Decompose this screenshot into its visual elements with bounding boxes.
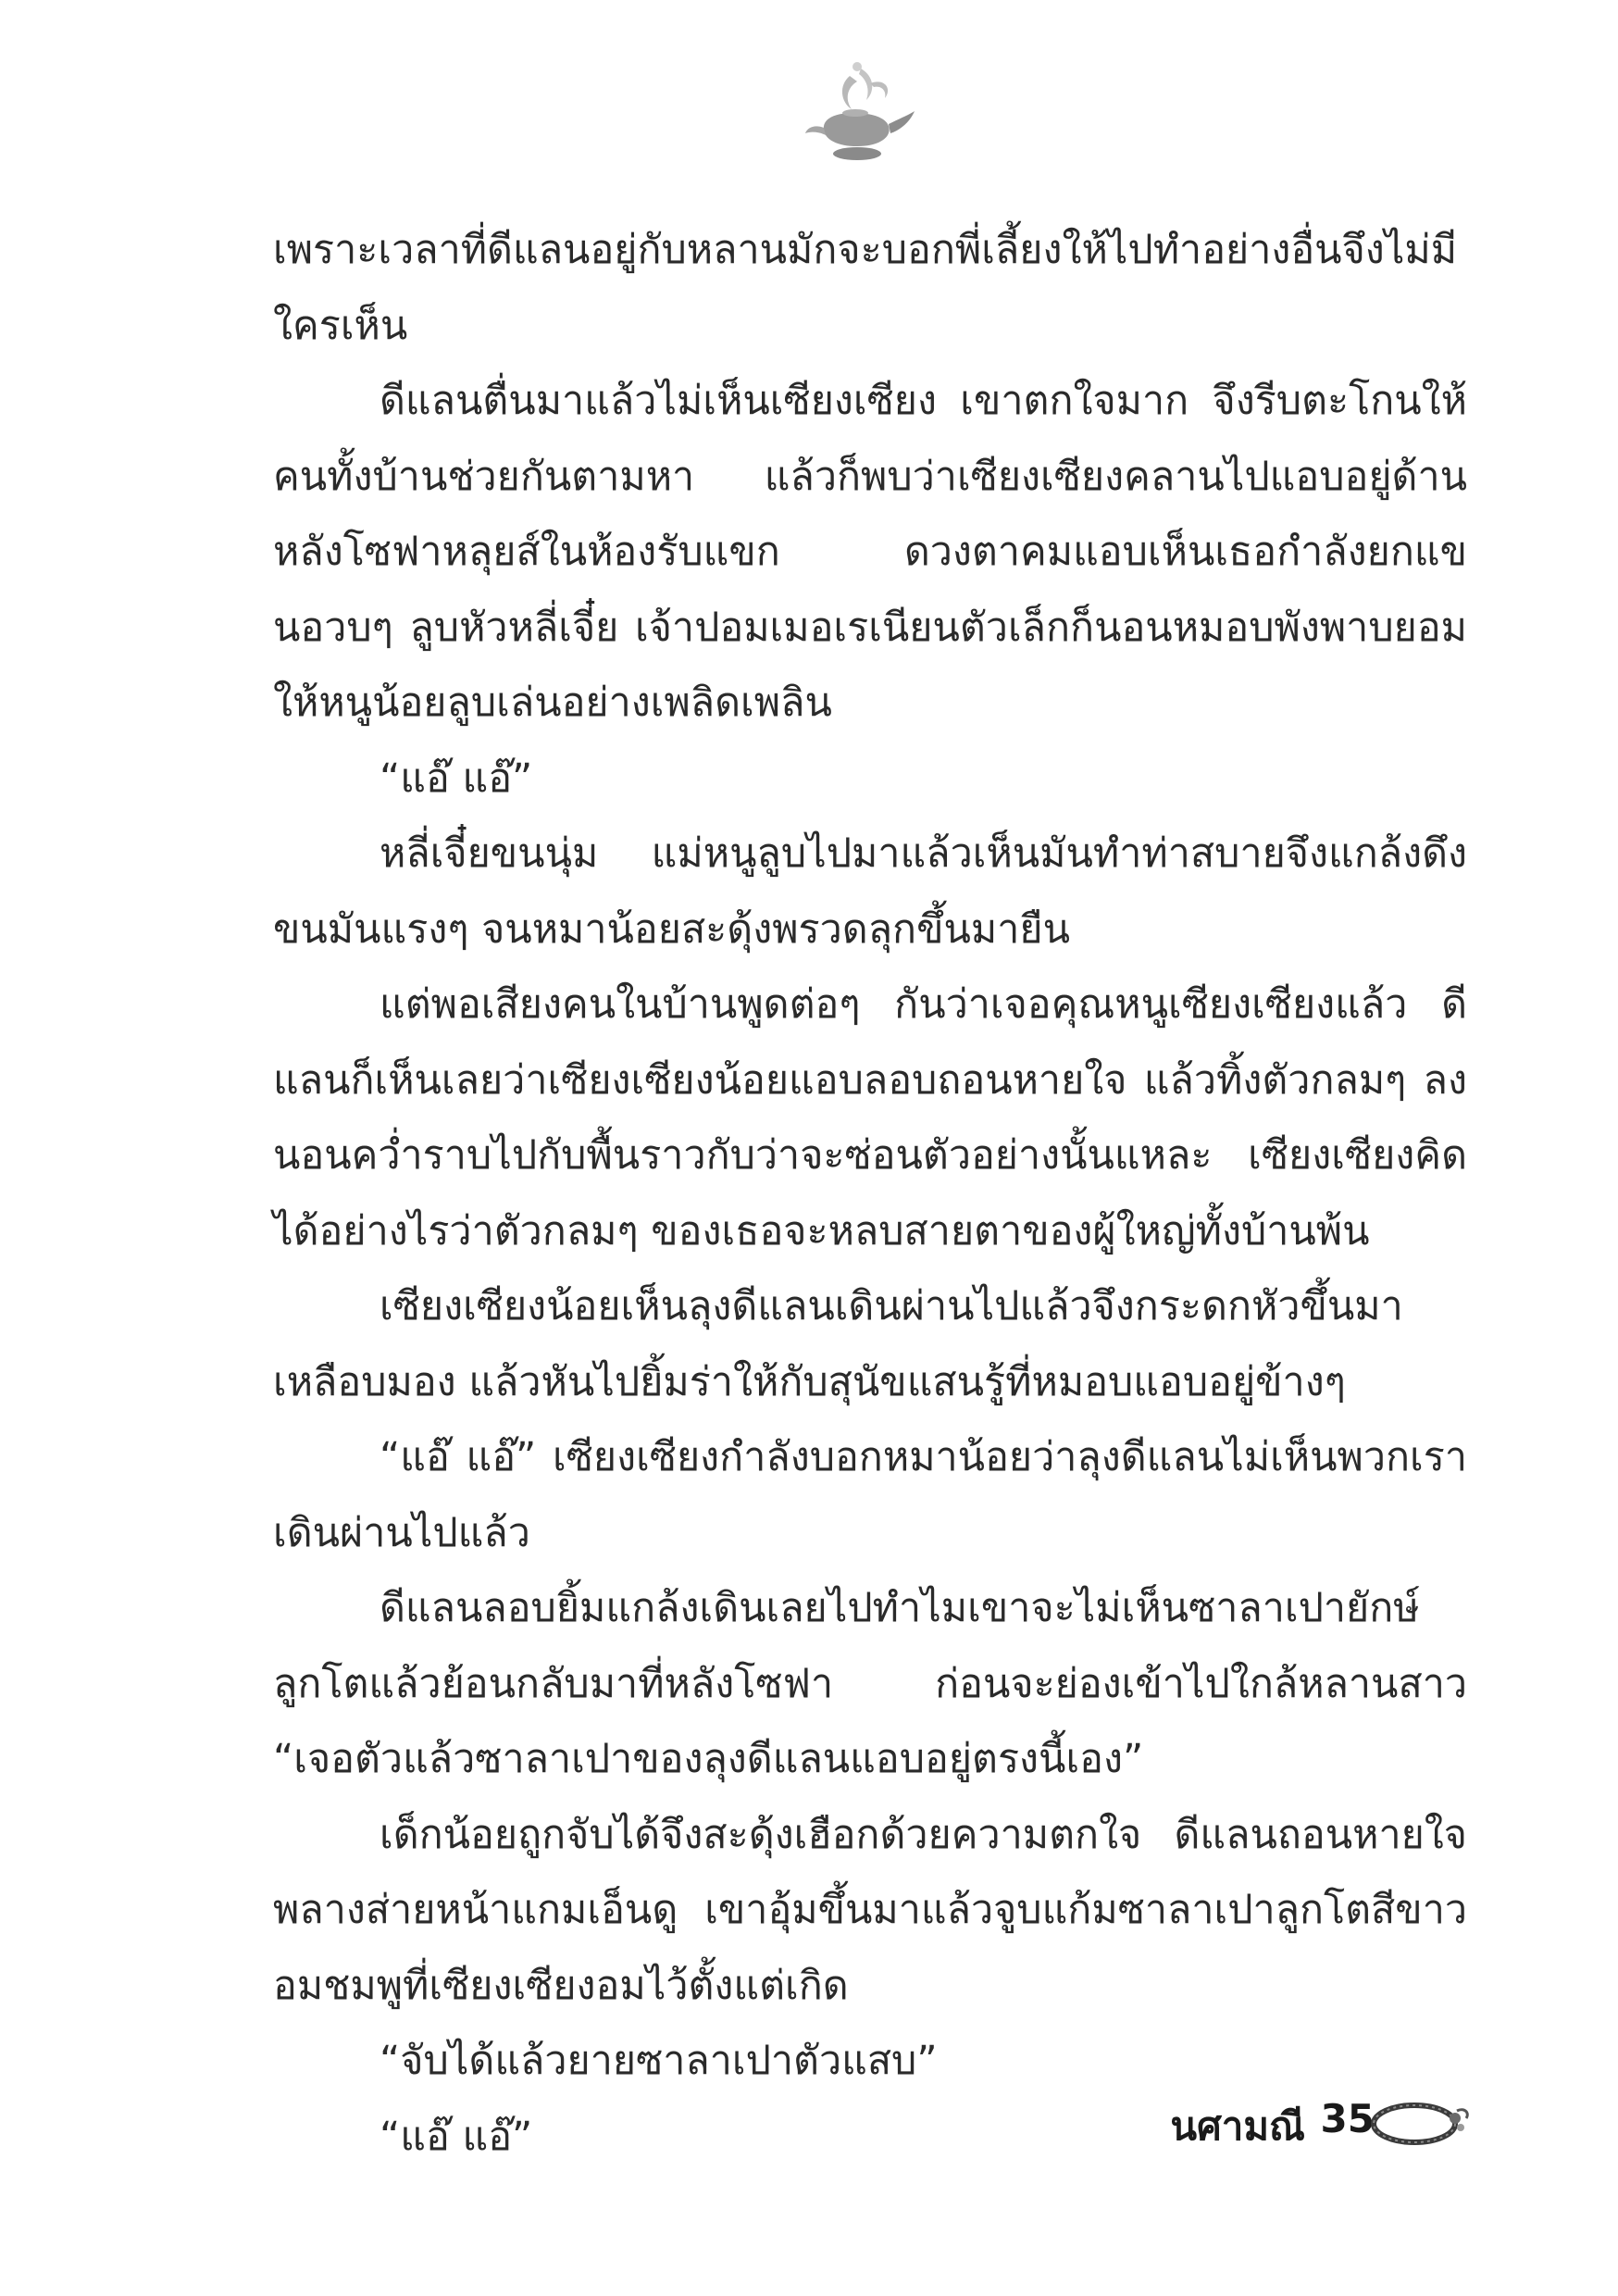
paragraph: “แอ๊ แอ๊” [380,2113,533,2160]
paragraph: เซียงเซียงน้อยเห็นลุงดีแลนเดินผ่านไปแล้วจึงกระดกหัวขึ้นมาเหลือบมอง แล้วหันไปยิ้มร่าให้กับสุนัขแสนรู้ที่หมอบแอบอยู่ข้างๆ [273,1283,1403,1405]
paragraph: “แอ๊ แอ๊” เซียงเซียงกำลังบอกหมาน้อยว่าลุงดีแลนไม่เห็นพวกเราเดินผ่านไปแล้ว [273,1434,1467,1556]
body-text [273,213,1467,2175]
paragraph: “จับได้แล้วยายซาลาเปาตัวแสบ” [380,2038,938,2084]
paragraph: หลี่เจี๋ยขนนุ่ม แม่หนูลูบไปมาแล้วเห็นมันทำท่าสบายจึงแกล้งดึงขนมันแรงๆ จนหมาน้อยสะดุ้งพรวดลุกขึ้นมายืน [273,830,1467,953]
page-number: 35 [1320,2096,1375,2141]
paragraph: เพราะเวลาที่ดีแลนอยู่กับหลานมักจะบอกพี่เลี้ยงให้ไปทำอย่างอื่นจึงไม่มีใครเห็น [273,227,1458,349]
bracelet-icon [1368,2090,1472,2155]
page-footer [1064,2090,1472,2165]
paragraph: ดีแลนลอบยิ้มแกล้งเดินเลยไปทำไมเขาจะไม่เห็นซาลาเปายักษ์ลูกโตแล้วย้อนกลับมาที่หลังโซฟา ก่อนจะย่องเข้าไปใกล้หลานสาว “เจอตัวแล้วซาลาเปาของลุงดีแลนแอบอยู่ตรงนี้เอง” [273,1585,1467,1782]
paragraph: เด็กน้อยถูกจับได้จึงสะดุ้งเฮือกด้วยความตกใจ ดีแลนถอนหายใจพลางส่ายหน้าแกมเอ็นดู เขาอุ้มขึ้นมาแล้วจูบแก้มซาลาเปาลูกโตสีขาวอมชมพูที่เซียงเซียงอมไว้ตั้งแต่เกิด [273,1811,1467,2009]
paragraph: “แอ๊ แอ๊” [380,755,533,802]
paragraph: แต่พอเสียงคนในบ้านพูดต่อๆ กันว่าเจอคุณหนูเซียงเซียงแล้ว ดีแลนก็เห็นเลยว่าเซียงเซียงน้อยแอบลอบถอนหายใจ แล้วทิ้งตัวกลมๆ ลงนอนคว่ำราบไปกับพื้นราวกับว่าจะซ่อนตัวอย่างนั้นแหละ เซียงเซียงคิดได้อย่างไรว่าตัวกลมๆ ของเธอจะหลบสายตาของผู้ใหญ่ทั้งบ้านพ้น [273,981,1467,1254]
paragraph: ดีแลนตื่นมาแล้วไม่เห็นเซียงเซียง เขาตกใจมาก จึงรีบตะโกนให้คนทั้งบ้านช่วยกันตามหา แล้วก็พบว่าเซียงเซียงคลานไปแอบอยู่ด้านหลังโซฟาหลุยส์ในห้องรับแขก ดวงตาคมแอบเห็นเธอกำลังยกแขนอวบๆ ลูบหัวหลี่เจี๋ย เจ้าปอมเมอเรเนียนตัวเล็กก็นอนหมอบพังพาบยอมให้หนูน้อยลูบเล่นอย่างเพลิดเพลิน [273,378,1467,726]
book-title: นศามณี [1170,2103,1305,2149]
lamp-ornament-icon [796,57,916,168]
